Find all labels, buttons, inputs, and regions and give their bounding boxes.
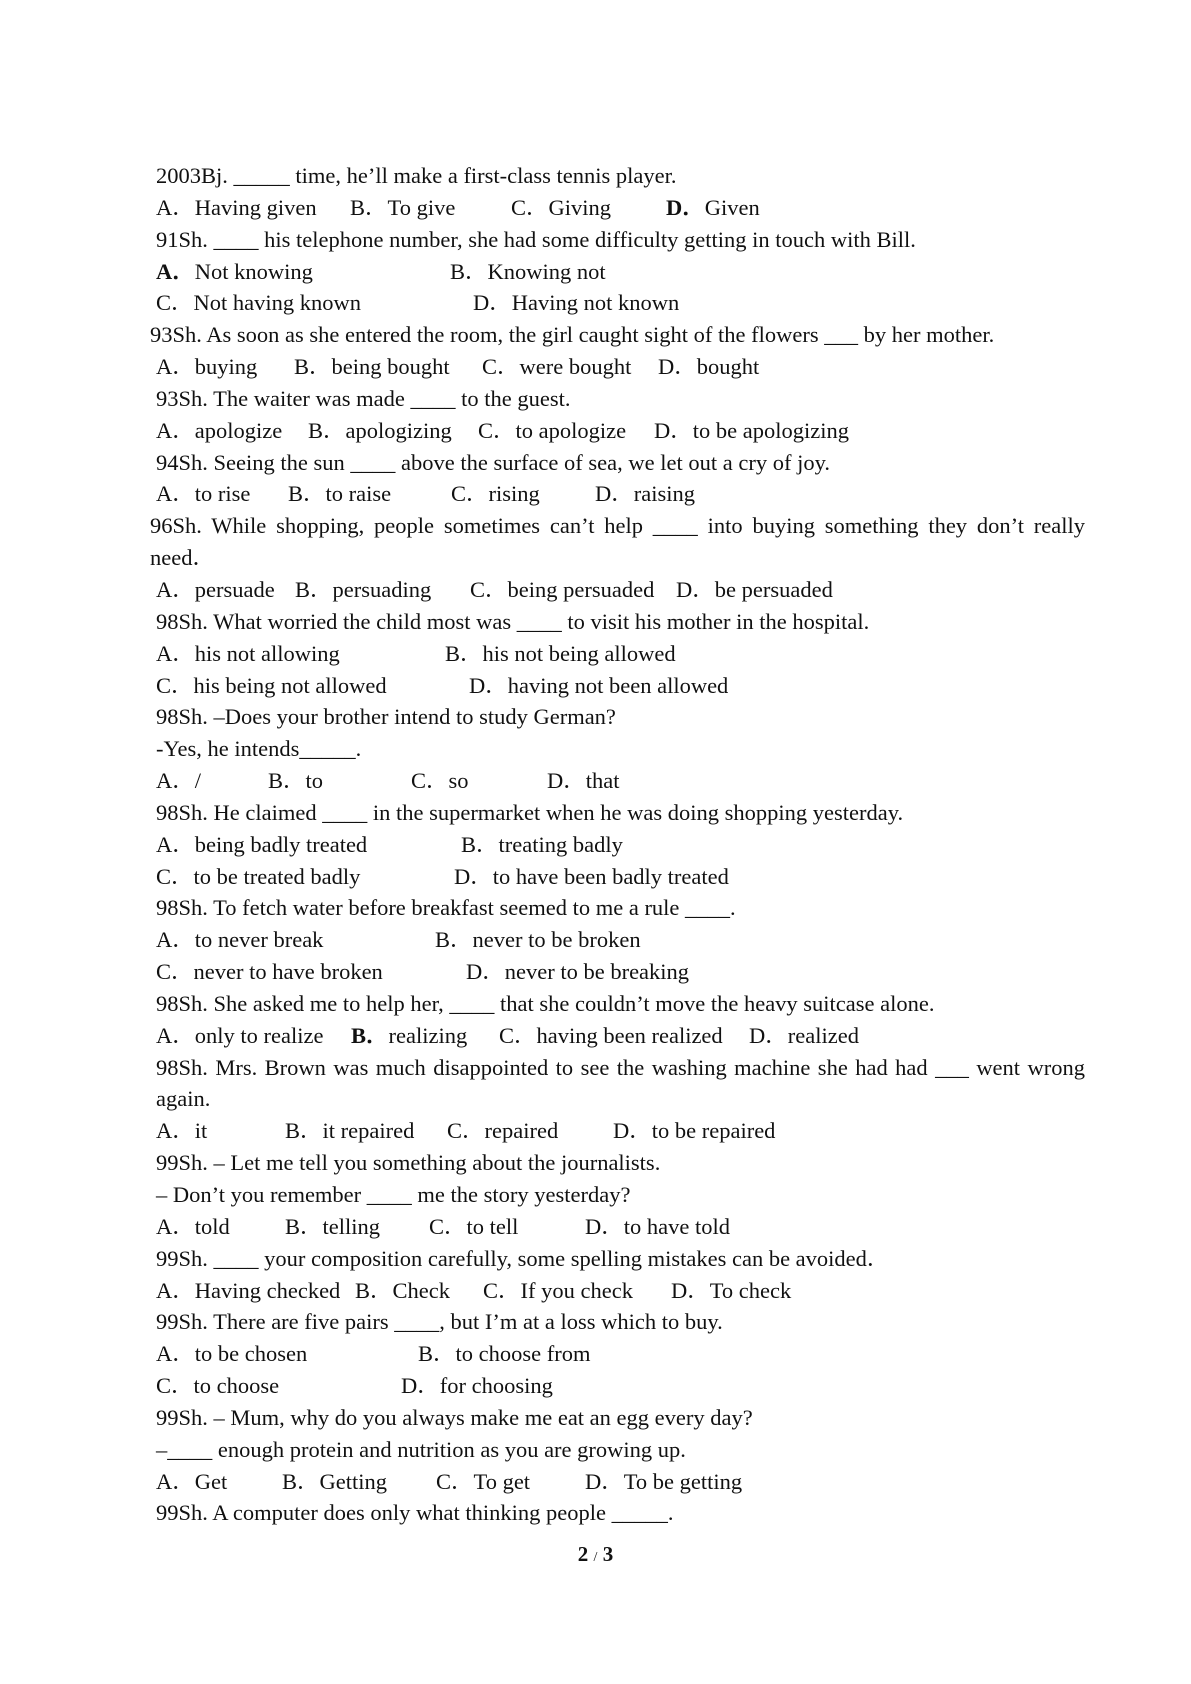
option-letter: D．: [654, 417, 693, 443]
option-text: realizing: [388, 1022, 468, 1048]
question-stem: 96Sh. While shopping, people sometimes can’t help ____ into buying something they don’t really need．: [150, 513, 1085, 571]
answer-option: [156, 638, 445, 670]
option-letter: C．: [482, 354, 520, 380]
answer-options-row: [150, 638, 1085, 670]
exercise-document: [150, 160, 1085, 1529]
option-text: To be getting: [623, 1468, 743, 1494]
option-letter: C．: [156, 290, 194, 316]
answer-option: [156, 415, 308, 447]
answer-options-row: [150, 1020, 1085, 1052]
option-letter: C．: [451, 481, 489, 507]
option-text: Not knowing: [194, 258, 313, 284]
answer-option: [308, 415, 478, 447]
answer-option: [156, 1370, 401, 1402]
answer-option: [658, 351, 798, 383]
answer-option: [451, 478, 595, 510]
answer-option: [285, 1211, 429, 1243]
option-text: having not been allowed: [507, 672, 729, 698]
option-letter: A．: [156, 576, 195, 602]
question-response-line: – Don’t you remember ____ me the story yesterday?: [156, 1182, 631, 1207]
answer-option: [461, 829, 761, 861]
option-text: Having given: [194, 194, 317, 220]
option-letter: B．: [294, 354, 332, 380]
option-letter: D．: [585, 1213, 624, 1239]
option-text: to: [305, 768, 324, 794]
option-text: be persuaded: [714, 576, 833, 602]
option-letter: A．: [156, 1341, 195, 1367]
option-letter: B．: [285, 1213, 323, 1239]
option-text: to rise: [194, 481, 251, 507]
answer-option: [482, 351, 658, 383]
option-letter: C．: [483, 1277, 521, 1303]
answer-option: [450, 256, 750, 288]
option-letter: D．: [671, 1277, 710, 1303]
answer-option: [156, 574, 295, 606]
option-text: Check: [392, 1277, 450, 1303]
option-text: telling: [322, 1213, 381, 1239]
question-stem: 2003Bj. _____ time, he’ll make a first-class tennis player.: [156, 163, 677, 188]
option-letter: D．: [454, 863, 493, 889]
option-text: Given: [704, 194, 760, 220]
answer-option: [499, 1020, 749, 1052]
answer-option: [156, 924, 435, 956]
option-text: only to realize: [194, 1022, 324, 1048]
page-total: 3: [602, 1542, 614, 1566]
answer-option: [294, 351, 482, 383]
answer-option: [401, 1370, 701, 1402]
option-letter: A．: [156, 258, 195, 284]
option-text: that: [585, 768, 620, 794]
option-letter: B．: [295, 576, 333, 602]
answer-option: [411, 765, 547, 797]
option-letter: C．: [156, 672, 194, 698]
answer-option: [156, 1020, 351, 1052]
answer-option: [478, 415, 654, 447]
option-text: to apologize: [515, 417, 627, 443]
answer-options-row: [150, 574, 1085, 606]
option-text: being badly treated: [194, 831, 368, 857]
option-text: to have told: [623, 1213, 730, 1239]
answer-options-row: [150, 829, 1085, 861]
answer-option: [666, 192, 806, 224]
question-stem: 99Sh. ____ your composition carefully, some spelling mistakes can be avoided．: [156, 1245, 890, 1271]
answer-options-row: [150, 765, 1085, 797]
answer-option: [466, 956, 766, 988]
option-text: Having checked: [194, 1277, 341, 1303]
answer-option: [156, 1115, 285, 1147]
answer-options-row: [150, 861, 1085, 893]
option-text: being persuaded: [507, 576, 655, 602]
answer-option: [595, 478, 735, 510]
option-letter: A．: [156, 1118, 195, 1144]
option-text: Having not known: [511, 290, 680, 316]
option-letter: A．: [156, 1213, 195, 1239]
option-letter: B．: [435, 927, 473, 953]
option-letter: A．: [156, 1022, 195, 1048]
option-letter: C．: [436, 1468, 474, 1494]
answer-option: [351, 1020, 499, 1052]
answer-option: [156, 1275, 355, 1307]
answer-option: [613, 1115, 813, 1147]
option-text: his not allowing: [194, 640, 340, 666]
answer-option: [483, 1275, 671, 1307]
option-letter: C．: [511, 194, 549, 220]
answer-options-row: [150, 1275, 1085, 1307]
option-letter: B．: [450, 258, 488, 284]
option-text: for choosing: [439, 1373, 553, 1399]
option-text: bought: [696, 354, 760, 380]
answer-option: [445, 638, 745, 670]
option-text: never to have broken: [193, 959, 383, 985]
question-response-line: –____ enough protein and nutrition as you are growing up.: [156, 1436, 686, 1462]
option-text: to choose: [193, 1373, 280, 1399]
option-text: were bought: [519, 354, 632, 380]
option-text: /: [194, 768, 202, 794]
answer-options-row: [150, 924, 1085, 956]
answer-option: [282, 1466, 436, 1498]
option-letter: C．: [156, 863, 194, 889]
option-text: rising: [488, 481, 540, 507]
answer-option: [156, 765, 268, 797]
answer-option: [671, 1275, 811, 1307]
option-text: so: [448, 768, 469, 794]
answer-option: [473, 287, 773, 319]
option-letter: B．: [285, 1118, 323, 1144]
answer-option: [156, 670, 469, 702]
option-text: realized: [787, 1022, 859, 1048]
question-stem: 99Sh. – Mum, why do you always make me eat an egg every day?: [156, 1404, 753, 1430]
answer-option: [156, 287, 473, 319]
option-letter: C．: [447, 1118, 485, 1144]
option-letter: D．: [473, 290, 512, 316]
option-letter: B．: [461, 831, 499, 857]
option-text: his not being allowed: [482, 640, 676, 666]
option-letter: B．: [308, 417, 346, 443]
answer-option: [511, 192, 666, 224]
answer-option: [435, 924, 735, 956]
option-letter: A．: [156, 1277, 195, 1303]
option-text: never to be breaking: [504, 959, 690, 985]
answer-options-row: [150, 287, 1085, 319]
option-letter: D．: [613, 1118, 652, 1144]
option-letter: C．: [429, 1213, 467, 1239]
option-letter: D．: [666, 194, 705, 220]
option-text: to be repaired: [651, 1118, 776, 1144]
answer-option: [447, 1115, 613, 1147]
option-letter: B．: [355, 1277, 393, 1303]
option-letter: A．: [156, 831, 195, 857]
answer-option: [676, 574, 876, 606]
question-stem: 98Sh. He claimed ____ in the supermarket when he was doing shopping yesterday.: [156, 799, 904, 825]
option-text: having been realized: [536, 1022, 723, 1048]
option-letter: B．: [351, 1022, 389, 1048]
option-letter: D．: [749, 1022, 788, 1048]
option-text: Giving: [548, 194, 612, 220]
question-stem: 93Sh. The waiter was made ____ to the guest.: [156, 385, 571, 411]
option-text: to tell: [466, 1213, 519, 1239]
answer-option: [156, 1338, 418, 1370]
answer-options-row: [150, 1211, 1085, 1243]
question-stem: 98Sh. Mrs. Brown was much disappointed to see the washing machine she had had ___ went wrong again.: [156, 1054, 1085, 1112]
answer-option: [156, 956, 466, 988]
answer-options-row: [150, 1338, 1085, 1370]
answer-option: [156, 192, 350, 224]
answer-option: [156, 1466, 282, 1498]
question-stem: 98Sh. What worried the child most was ____ to visit his mother in the hospital.: [156, 608, 870, 634]
answer-options-row: [150, 351, 1085, 383]
answer-option: [749, 1020, 889, 1052]
question-stem: 98Sh. She asked me to help her, ____ that she couldn’t move the heavy suitcase alone.: [156, 990, 935, 1016]
answer-option: [585, 1466, 785, 1498]
answer-option: [268, 765, 411, 797]
option-text: buying: [194, 354, 258, 380]
option-text: treating badly: [498, 831, 623, 857]
option-text: To check: [709, 1277, 792, 1303]
option-text: to be chosen: [194, 1341, 308, 1367]
answer-option: [585, 1211, 785, 1243]
option-letter: B．: [288, 481, 326, 507]
option-letter: A．: [156, 417, 195, 443]
answer-option: [436, 1466, 585, 1498]
option-text: it: [194, 1118, 208, 1144]
option-text: to be treated badly: [193, 863, 361, 889]
page-footer: [0, 1542, 1191, 1567]
answer-options-row: [150, 1466, 1085, 1498]
option-text: Not having known: [193, 290, 362, 316]
option-text: Get: [194, 1468, 228, 1494]
option-text: To give: [387, 194, 456, 220]
option-text: told: [194, 1213, 230, 1239]
answer-options-row: [150, 1370, 1085, 1402]
answer-options-row: [150, 956, 1085, 988]
option-letter: A．: [156, 1468, 195, 1494]
option-letter: D．: [466, 959, 505, 985]
option-letter: A．: [156, 768, 195, 794]
answer-option: [156, 351, 294, 383]
question-stem: 99Sh. – Let me tell you something about the journalists.: [156, 1150, 661, 1176]
option-text: it repaired: [322, 1118, 415, 1144]
answer-option: [350, 192, 511, 224]
option-text: to have been badly treated: [492, 863, 729, 889]
answer-option: [156, 256, 450, 288]
option-text: to raise: [325, 481, 392, 507]
option-letter: A．: [156, 640, 195, 666]
option-text: to never break: [194, 927, 324, 953]
answer-option: [156, 861, 454, 893]
option-text: Knowing not: [487, 258, 606, 284]
question-stem: 98Sh. –Does your brother intend to study German?: [156, 704, 616, 730]
option-text: apologize: [194, 417, 283, 443]
option-text: If you check: [520, 1277, 633, 1303]
answer-options-row: [150, 478, 1085, 510]
option-text: To get: [473, 1468, 531, 1494]
option-letter: D．: [401, 1373, 440, 1399]
option-letter: A．: [156, 481, 195, 507]
answer-option: [156, 1211, 285, 1243]
option-letter: D．: [469, 672, 508, 698]
option-letter: D．: [585, 1468, 624, 1494]
option-text: apologizing: [345, 417, 452, 443]
option-letter: B．: [350, 194, 388, 220]
answer-options-row: [150, 670, 1085, 702]
option-letter: B．: [268, 768, 306, 794]
option-letter: B．: [445, 640, 483, 666]
option-text: repaired: [484, 1118, 559, 1144]
option-letter: C．: [478, 417, 516, 443]
option-text: his being not allowed: [193, 672, 387, 698]
question-stem: 99Sh. There are five pairs ____, but I’m at a loss which to buy.: [156, 1309, 723, 1335]
answer-option: [288, 478, 451, 510]
answer-option: [547, 765, 687, 797]
option-text: persuading: [332, 576, 432, 602]
option-text: persuade: [194, 576, 275, 602]
option-letter: D．: [595, 481, 634, 507]
answer-option: [156, 478, 288, 510]
question-stem: 99Sh. A computer does only what thinking people _____.: [156, 1500, 674, 1526]
answer-option: [470, 574, 676, 606]
answer-option: [355, 1275, 483, 1307]
option-letter: C．: [156, 959, 194, 985]
answer-options-row: [150, 415, 1085, 447]
page-separator: /: [593, 1550, 598, 1565]
option-letter: B．: [282, 1468, 320, 1494]
option-text: to be apologizing: [692, 417, 849, 443]
question-stem: 93Sh. As soon as she entered the room, the girl caught sight of the flowers ___ by her mother.: [150, 322, 995, 348]
question-stem: 94Sh. Seeing the sun ____ above the surface of sea, we let out a cry of joy.: [156, 449, 830, 475]
option-letter: A．: [156, 194, 195, 220]
option-letter: B．: [418, 1341, 456, 1367]
answer-option: [418, 1338, 718, 1370]
answer-option: [295, 574, 470, 606]
answer-option: [454, 861, 754, 893]
answer-options-row: [150, 192, 1085, 224]
answer-option: [469, 670, 769, 702]
answer-options-row: [150, 256, 1085, 288]
option-letter: C．: [499, 1022, 537, 1048]
answer-option: [156, 829, 461, 861]
answer-option: [285, 1115, 447, 1147]
page-number: 2: [577, 1542, 589, 1566]
option-letter: D．: [547, 768, 586, 794]
option-text: to choose from: [455, 1341, 591, 1367]
option-letter: D．: [676, 576, 715, 602]
question-stem: 98Sh. To fetch water before breakfast seemed to me a rule ____.: [156, 895, 736, 921]
option-letter: A．: [156, 354, 195, 380]
answer-options-row: [150, 1115, 1085, 1147]
answer-option: [654, 415, 914, 447]
option-letter: C．: [156, 1373, 194, 1399]
option-letter: C．: [470, 576, 508, 602]
option-text: never to be broken: [472, 927, 641, 953]
option-letter: C．: [411, 768, 449, 794]
option-text: Getting: [319, 1468, 388, 1494]
option-letter: D．: [658, 354, 697, 380]
option-text: raising: [633, 481, 695, 507]
option-letter: A．: [156, 927, 195, 953]
answer-option: [429, 1211, 585, 1243]
question-stem: 91Sh. ____ his telephone number, she had some difficulty getting in touch with Bill.: [156, 226, 916, 252]
option-text: being bought: [331, 354, 450, 380]
question-response-line: -Yes, he intends_____.: [156, 736, 362, 762]
